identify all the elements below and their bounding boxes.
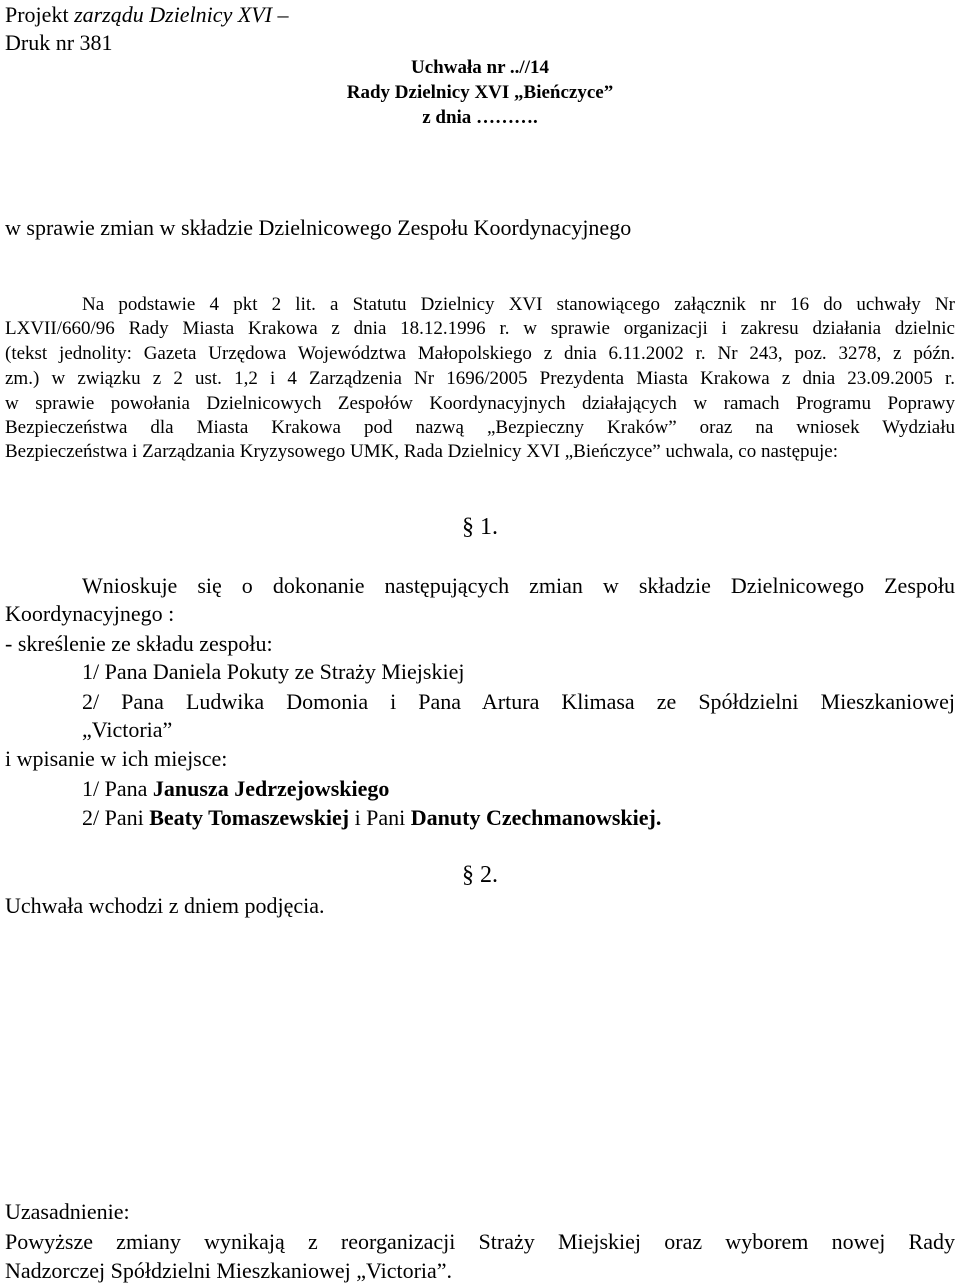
removal-header: - skreślenie ze składu zespołu: bbox=[5, 631, 273, 656]
project-italic: zarządu Dzielnicy XVI – bbox=[74, 2, 289, 27]
justification-header: Uzasadnienie: bbox=[5, 1199, 130, 1224]
preamble-line-7: Bezpieczeństwa i Zarządzania Kryzysowego UMK, Rada Dzielnicy XVI „Bieńczyce” uchwala, co następuje: bbox=[5, 441, 838, 462]
preamble-line-2: LXVII/660/96 Rady Miasta Krakowa z dnia 18.12.1996 r. w sprawie organizacji i zakresu działania dzielnic bbox=[5, 318, 955, 339]
addition-item-2 bbox=[82, 805, 661, 831]
addition-item-1-prefix: 1/ Pana bbox=[82, 776, 153, 801]
resolution-number: Uchwała nr ..//14 bbox=[411, 57, 549, 78]
addition-header: i wpisanie w ich miejsce: bbox=[5, 746, 228, 771]
preamble-line-4: zm.) w związku z 2 ust. 1,2 i 4 Zarządzenia Nr 1696/2005 Prezydenta Miasta Krakowa z dnia 23.09.2005 r. bbox=[5, 368, 955, 389]
section-1-mark: § 1. bbox=[462, 514, 498, 540]
project-header bbox=[5, 2, 289, 28]
section-2-mark: § 2. bbox=[462, 862, 498, 888]
removal-item-2-line-2: „Victoria” bbox=[82, 717, 173, 742]
addition-item-2-name-1: Beaty Tomaszewskiej bbox=[149, 805, 350, 830]
preamble-line-6: Bezpieczeństwa dla Miasta Krakowa pod nazwą „Bezpieczny Kraków” oraz na wniosek Wydziału bbox=[5, 417, 955, 438]
removal-item-2-line-1: 2/ Pana Ludwika Domonia i Pana Artura Klimasa ze Spółdzielni Mieszkaniowej bbox=[82, 689, 955, 714]
removal-item-1: 1/ Pana Daniela Pokuty ze Straży Miejskiej bbox=[82, 659, 465, 684]
justification-line-1: Powyższe zmiany wynikają z reorganizacji Straży Miejskiej oraz wyborem nowej Rady bbox=[5, 1229, 955, 1254]
resolution-date: z dnia ………. bbox=[422, 107, 538, 128]
addition-item-2-name-2: Danuty Czechmanowskiej. bbox=[410, 805, 662, 830]
addition-item-2-mid: i Pani bbox=[349, 805, 411, 830]
resolution-subject: w sprawie zmian w składzie Dzielnicowego Zespołu Koordynacyjnego bbox=[5, 215, 632, 240]
preamble-line-3: (tekst jednolity: Gazeta Urzędowa Województwa Małopolskiego z dnia 6.11.2002 r. Nr 243, poz. 3278, z późn. bbox=[5, 343, 955, 364]
project-prefix: Projekt bbox=[5, 2, 75, 27]
section-1-intro-line-1: Wnioskuje się o dokonanie następujących zmian w składzie Dzielnicowego Zespołu bbox=[82, 573, 955, 598]
justification-line-2: Nadzorczej Spółdzielni Mieszkaniowej „Victoria”. bbox=[5, 1258, 453, 1283]
preamble-line-5: w sprawie powołania Dzielnicowych Zespołów Koordynacyjnych działających w ramach Programu Poprawy bbox=[5, 393, 955, 414]
addition-item-2-prefix: 2/ Pani bbox=[82, 805, 150, 830]
addition-item-1-name: Janusza Jedrzejowskiego bbox=[152, 776, 390, 801]
preamble-line-1: Na podstawie 4 pkt 2 lit. a Statutu Dzielnicy XVI stanowiącego załącznik nr 16 do uchwały Nr bbox=[82, 294, 955, 315]
council-name: Rady Dzielnicy XVI „Bieńczyce” bbox=[346, 82, 614, 103]
druk-number: Druk nr 381 bbox=[5, 30, 113, 55]
section-1-intro-line-2: Koordynacyjnego : bbox=[5, 601, 175, 626]
section-2-text: Uchwała wchodzi z dniem podjęcia. bbox=[5, 893, 325, 918]
addition-item-1 bbox=[82, 776, 389, 802]
